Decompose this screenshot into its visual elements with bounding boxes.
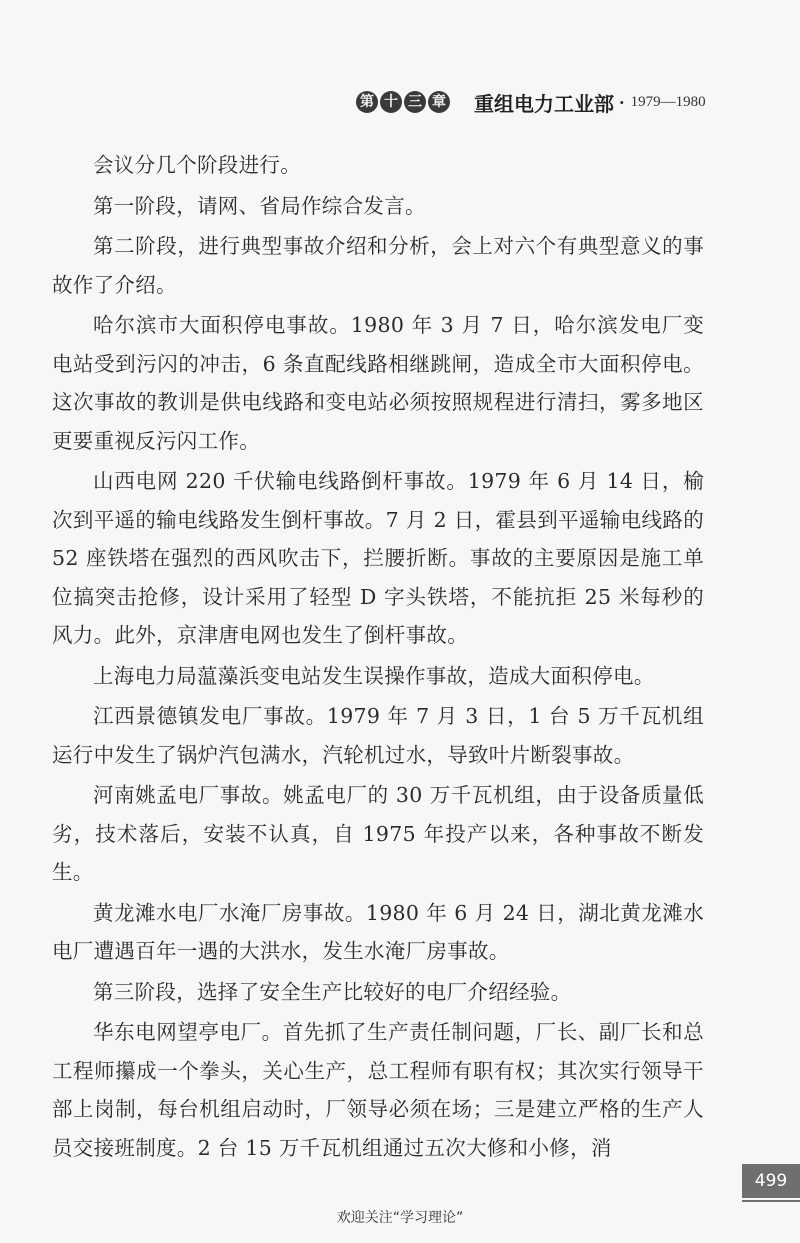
paragraph: 河南姚孟电厂事故。姚孟电厂的 30 万千瓦机组，由于设备质量低劣，技术落后，安装不认真，自 1975 年投产以来，各种事故不断发生。 [52,783,704,884]
body-text [52,146,704,1169]
chapter-char: 章 [428,91,450,113]
page-number: 499 [742,1164,800,1198]
footer-note: 欢迎关注“学习理论” [336,1210,464,1226]
paragraph: 江西景德镇发电厂事故。1979 年 7 月 3 日，1 台 5 万千瓦机组运行中发生了锅炉汽包满水，汽轮机过水，导致叶片断裂事故。 [52,704,704,767]
page-tab-rule [742,1200,800,1202]
paragraph: 第三阶段，选择了安全生产比较好的电厂介绍经验。 [93,979,572,1004]
chapter-title: 重组电力工业部 [474,91,614,116]
paragraph: 山西电网 220 千伏输电线路倒杆事故。1979 年 6 月 14 日，榆次到平遥的输电线路发生倒杆事故。7 月 2 日，霍县到平遥输电线路的 52 座铁塔在强烈的西风吹击下，拦腰折断。事故的主要原因是施工单位搞突击抢修，设计采用了轻型 D 字头铁塔，不能抗拒 25 米每秒的风力。此外，京津唐电网也发生了倒杆事故。 [52,469,704,647]
paragraph: 上海电力局蕰藻浜变电站发生误操作事故，造成大面积停电。 [93,663,655,688]
paragraph: 第二阶段，进行典型事故介绍和分析，会上对六个有典型意义的事故作了介绍。 [52,234,704,297]
paragraph: 黄龙滩水电厂水淹厂房事故。1980 年 6 月 24 日，湖北黄龙滩水电厂遭遇百年一遇的大洪水，发生水淹厂房事故。 [52,900,704,963]
chapter-char: 三 [404,91,426,113]
chapter-badge [356,91,452,113]
paragraph: 第一阶段，请网、省局作综合发言。 [93,193,426,218]
chapter-years: 1979—1980 [630,93,706,110]
header-separator: · [619,92,625,112]
chapter-char: 第 [356,91,378,113]
running-header [356,84,716,120]
paragraph: 华东电网望亭电厂。首先抓了生产责任制问题，厂长、副厂长和总工程师攥成一个拳头，关心生产，总工程师有职有权；其次实行领导干部上岗制，每台机组启动时，厂领导必须在场；三是建立严格的生产人员交接班制度。2 台 15 万千瓦机组通过五次大修和小修，消 [52,1020,704,1160]
paragraph: 会议分几个阶段进行。 [93,153,301,177]
paragraph: 哈尔滨市大面积停电事故。1980 年 3 月 7 日，哈尔滨发电厂变电站受到污闪的冲击，6 条直配线路相继跳闸，造成全市大面积停电。这次事故的教训是供电线路和变电站必须按照规程进行清扫，雾多地区更要重视反污闪工作。 [52,313,704,453]
chapter-char: 十 [380,91,402,113]
